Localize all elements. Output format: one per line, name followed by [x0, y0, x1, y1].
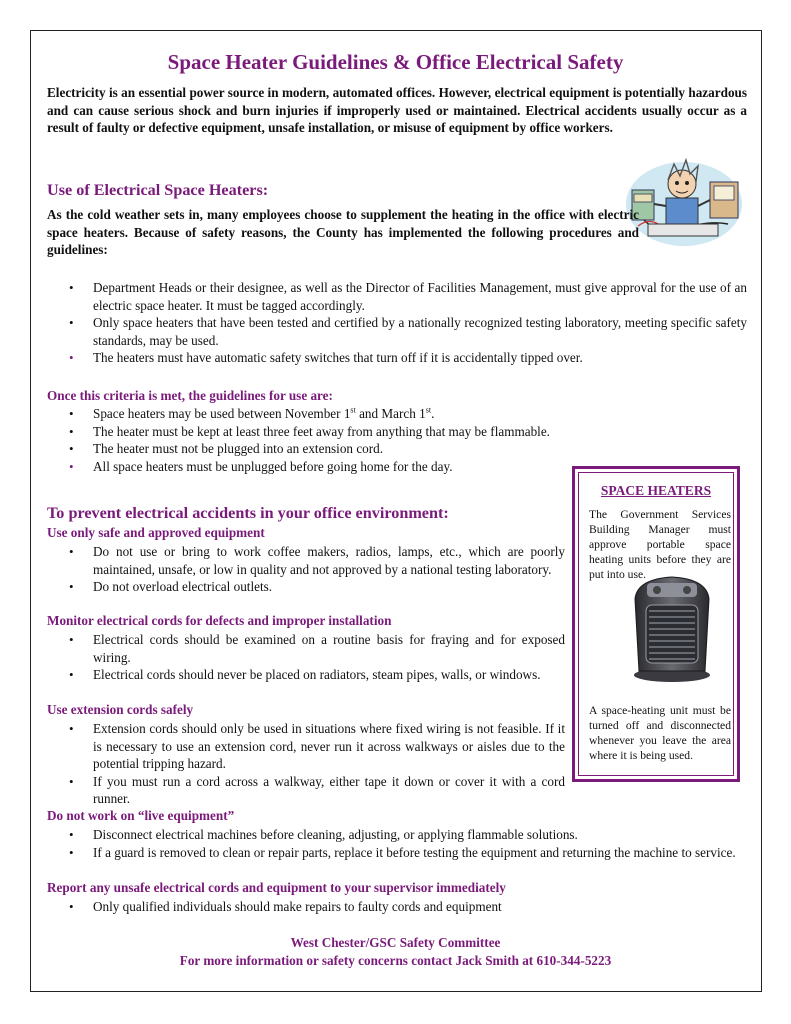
subheading-report-unsafe: Report any unsafe electrical cords and equipment to your supervisor immediately — [47, 880, 506, 895]
footer-contact: For more information or safety concerns contact Jack Smith at 610-344-5223 — [179, 953, 612, 968]
list-item: • Only qualified individuals should make repairs to faulty cords and equipment — [47, 898, 747, 916]
report-unsafe-list — [47, 898, 747, 916]
list-item: • Electrical cords should be examined on a routine basis for fraying and for exposed wiring. — [47, 631, 565, 666]
list-item: • The heaters must have automatic safety switches that turn off if it is accidentally tipped over. — [47, 349, 747, 367]
list-item: • Only space heaters that have been tested and certified by a nationally recognized testing laboratory, meeting specific safety standards, may be used. — [47, 314, 747, 349]
date-range-text-start: Space heaters may be used between November 1 — [93, 406, 351, 421]
office-worker-clipart-icon — [624, 154, 746, 246]
space-heater-requirements-list — [47, 279, 747, 367]
footer-committee: West Chester/GSC Safety Committee — [290, 935, 501, 950]
subheading-safe-equipment: Use only safe and approved equipment — [47, 525, 265, 540]
date-range-text-mid: and March 1 — [355, 406, 426, 421]
ordinal-suffix: st — [350, 405, 356, 415]
space-heater-photo-icon — [629, 573, 715, 683]
list-item: • If you must run a cord across a walkway, either tape it down or cover it with a cord runner. — [47, 773, 565, 808]
monitor-cords-list — [47, 631, 565, 684]
date-range-text-end: . — [431, 406, 435, 421]
section-heading-prevent-accidents: To prevent electrical accidents in your office environment: — [47, 504, 449, 522]
list-item: • Electrical cords should never be placed on radiators, steam pipes, walls, or windows. — [47, 666, 565, 684]
sidebar-inner-border — [578, 472, 734, 776]
list-item: • The heater must not be plugged into an extension cord. — [47, 440, 607, 458]
list-item: • Extension cords should only be used in situations where fixed wiring is not feasible. If it is necessary to use an extension cord, never run it across walkways or aisles due to the potential tripping hazard. — [47, 720, 565, 773]
page-title: Space Heater Guidelines & Office Electrical Safety — [167, 50, 624, 74]
subheading-live-equipment: Do not work on “live equipment” — [47, 808, 235, 823]
sidebar-top-text: The Government Services Building Manager must approve portable space heating units before they are put into use. — [589, 508, 731, 581]
list-item: • The heater must be kept at least three feet away from anything that may be flammable. — [47, 423, 607, 441]
ordinal-suffix: st — [425, 405, 432, 415]
live-equipment-list — [47, 826, 747, 861]
list-item: • If a guard is removed to clean or repair parts, replace it before testing the equipment and returning the machine to service. — [47, 844, 747, 862]
list-item: • Department Heads or their designee, as well as the Director of Facilities Management, must give approval for the use of an electric space heater. It must be tagged accordingly. — [47, 279, 747, 314]
safe-equipment-list — [47, 543, 565, 596]
intro-paragraph: Electricity is an essential power source in modern, automated offices. However, electrical equipment is potentially hazardous and can cause serious shock and burn injuries if improperly used or maintained. Electrical accidents usually occur as a result of faulty or defective equipment, unsafe installation, or misuse of equipment by office workers. — [47, 85, 747, 135]
sidebar-bottom-text: A space-heating unit must be turned off and disconnected whenever you leave the area where it is being used. — [589, 704, 731, 762]
list-item: • All space heaters must be unplugged before going home for the day. — [47, 458, 607, 476]
usage-guidelines-list — [47, 405, 607, 475]
section-heading-space-heaters: Use of Electrical Space Heaters: — [47, 181, 269, 199]
list-item: • Disconnect electrical machines before cleaning, adjusting, or applying flammable solutions. — [47, 826, 747, 844]
sidebar-title: SPACE HEATERS — [600, 483, 712, 498]
subheading-extension-cords: Use extension cords safely — [47, 702, 194, 717]
list-item — [47, 405, 607, 423]
extension-cords-list — [47, 720, 565, 808]
list-item: • Do not overload electrical outlets. — [47, 578, 565, 596]
section-intro-space-heaters: As the cold weather sets in, many employees choose to supplement the heating in the office with electric space heaters. Because of safety reasons, the County has implemented the following procedures and guidelines: — [47, 207, 639, 257]
list-item: • Do not use or bring to work coffee makers, radios, lamps, etc., which are poorly maintained, unsafe, or low in quality and not approved by a national testing laboratory. — [47, 543, 565, 578]
criteria-heading: Once this criteria is met, the guidelines for use are: — [47, 388, 333, 403]
subheading-monitor-cords: Monitor electrical cords for defects and improper installation — [47, 613, 392, 628]
space-heaters-sidebar — [572, 466, 740, 782]
